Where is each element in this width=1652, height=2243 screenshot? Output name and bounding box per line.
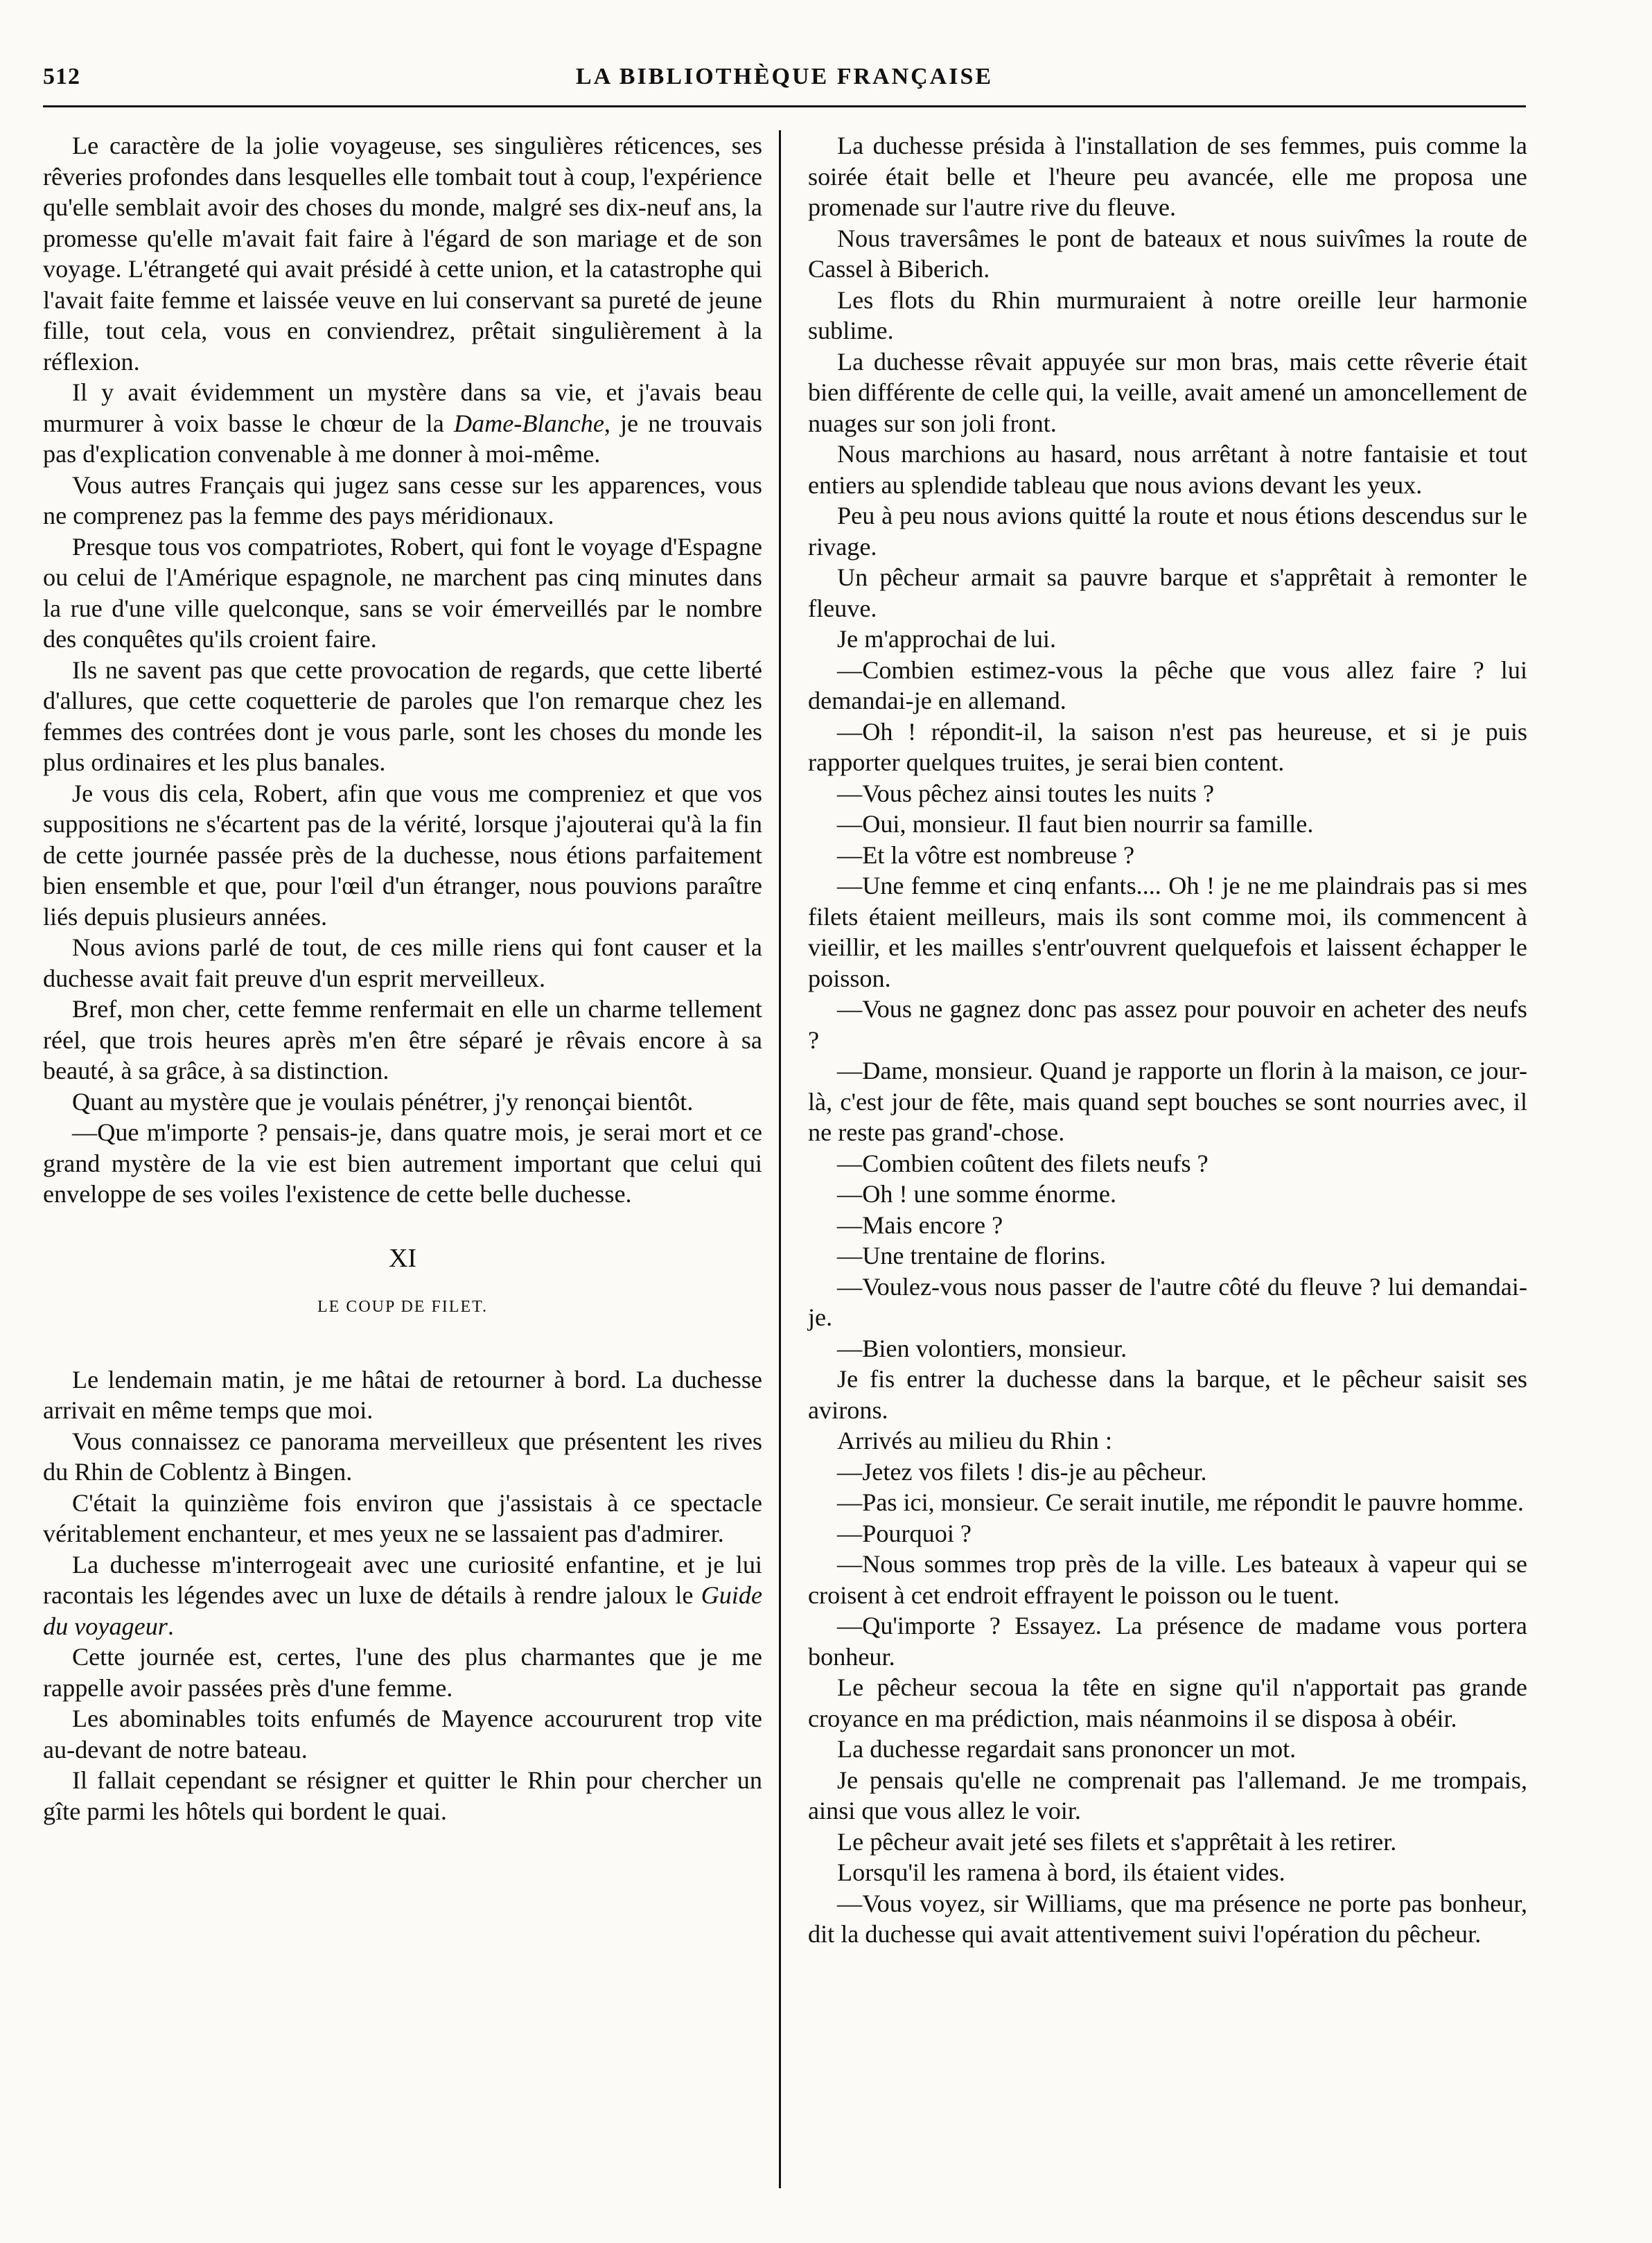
paragraph: —Voulez-vous nous passer de l'autre côté du fleuve ? lui demandai-je. xyxy=(808,1272,1527,1331)
paragraph: Peu à peu nous avions quitté la route et nous étions descendus sur le rivage. xyxy=(808,502,1527,561)
paragraph: La duchesse rêvait appuyée sur mon bras, mais cette rêverie était bien différente de celle qui, la veille, avait amené un amoncellement de nuages sur son joli front. xyxy=(808,347,1527,437)
paragraph: Il fallait cependant se résigner et quitter le Rhin pour chercher un gîte parmi les hôtels qui bordent le quai. xyxy=(43,1766,762,1825)
paragraph: —Une trentaine de florins. xyxy=(837,1242,1106,1269)
page-header xyxy=(43,64,1526,107)
paragraph: La duchesse présida à l'installation de ses femmes, puis comme la soirée était belle et l'heure peu avancée, elle me proposa une promenade sur l'autre rive du fleuve. xyxy=(808,132,1527,221)
paragraph: Le pêcheur secoua la tête en signe qu'il n'apportait pas grande croyance en ma prédiction, mais néanmoins il se disposa à obéir. xyxy=(808,1673,1527,1732)
paragraph: Bref, mon cher, cette femme renfermait en elle un charme tellement réel, que trois heures après m'en être séparé je rêvais encore à sa beauté, à sa grâce, à sa distinction. xyxy=(43,995,762,1084)
italic-title: Dame-Blanche xyxy=(453,409,604,437)
paragraph: —Bien volontiers, monsieur. xyxy=(837,1334,1127,1362)
paragraph: —Mais encore ? xyxy=(837,1211,1003,1239)
left-column xyxy=(43,130,762,1827)
paragraph: Les flots du Rhin murmuraient à notre oreille leur harmonie sublime. xyxy=(808,285,1527,344)
paragraph: Les abominables toits enfumés de Mayence accoururent trop vite au-devant de notre bateau. xyxy=(43,1705,762,1763)
paragraph: Nous avions parlé de tout, de ces mille riens qui font causer et la duchesse avait fait preuve d'un esprit merveilleux. xyxy=(43,933,762,992)
paragraph: Ils ne savent pas que cette provocation de regards, que cette liberté d'allures, que cette coquetterie de paroles que l'on remarque chez les femmes des contrées dont je vous parle, sont les choses du monde les plus ordinaires et les plus banales. xyxy=(43,656,762,776)
paragraph: Quant au mystère que je voulais pénétrer, j'y renonçai bientôt. xyxy=(72,1087,694,1116)
paragraph: —Une femme et cinq enfants.... Oh ! je ne me plaindrais pas si mes filets étaient meilleurs, mais ils sont comme moi, ils commencent à vieillir, et les mailles s'entr'ouvrent quelquefois et laissent échapper le poisson. xyxy=(808,872,1527,992)
paragraph: —Vous voyez, sir Williams, que ma présence ne porte pas bonheur, dit la duchesse qui avait attentivement suivi l'opération du pêcheur. xyxy=(808,1889,1527,1948)
chapter-number: XI xyxy=(388,1243,417,1273)
paragraph: —Jetez vos filets ! dis-je au pêcheur. xyxy=(837,1457,1207,1486)
paragraph: —Vous ne gagnez donc pas assez pour pouvoir en acheter des neufs ? xyxy=(808,995,1527,1054)
paragraph: —Pas ici, monsieur. Ce serait inutile, me répondit le pauvre homme. xyxy=(837,1488,1524,1516)
paragraph: —Qu'importe ? Essayez. La présence de madame vous portera bonheur. xyxy=(808,1612,1527,1671)
paragraph: Je vous dis cela, Robert, afin que vous me compreniez et que vos suppositions ne s'écartent pas de la vérité, lorsque j'ajouterai qu'à la fin de cette journée passée près de la duchesse, nous étions parfaitement bien ensemble et que, pour l'œil d'un étranger, nous pouvions paraître liés depuis plusieurs années. xyxy=(43,779,762,931)
text-run: Il y avait évidemment un mystère dans sa vie, et j'avais beau murmurer à voix basse le chœur de la xyxy=(43,378,762,437)
paragraph: —Nous sommes trop près de la ville. Les bateaux à vapeur qui se croisent à cet endroit effrayent le poisson ou le tuent. xyxy=(808,1550,1527,1609)
paragraph: Lorsqu'il les ramena à bord, ils étaient vides. xyxy=(837,1858,1285,1886)
paragraph: Arrivés au milieu du Rhin : xyxy=(837,1427,1113,1454)
text-run: . xyxy=(167,1612,174,1640)
column-divider xyxy=(779,130,781,2188)
paragraph: La duchesse regardait sans prononcer un mot. xyxy=(837,1735,1297,1763)
page-number: 512 xyxy=(43,64,80,89)
paragraph: Nous traversâmes le pont de bateaux et nous suivîmes la route de Cassel à Biberich. xyxy=(808,224,1527,283)
paragraph: Nous marchions au hasard, nous arrêtant à notre fantaisie et tout entiers au splendide tableau que nous avions devant les yeux. xyxy=(808,440,1527,499)
running-title: LA BIBLIOTHÈQUE FRANÇAISE xyxy=(575,64,994,89)
paragraph: —Dame, monsieur. Quand je rapporte un florin à la maison, ce jour-là, c'est jour de fête, mais quand sept bouches se sont nourries avec, il ne reste pas grand'-chose. xyxy=(808,1057,1527,1146)
paragraph: Le caractère de la jolie voyageuse, ses singulières réticences, ses rêveries profondes dans lesquelles elle tombait tout à coup, l'expérience qu'elle semblait avoir des choses du monde, malgré ses dix-neuf ans, la promesse qu'elle m'avait fait faire à l'égard de son mariage et de son voyage. L'étrangeté qui avait présidé à cette union, et la catastrophe qui l'avait faite femme et laissée veuve en lui conservant sa pureté de jeune fille, tout cela, vous en conviendrez, prêtait singulièrement à la réflexion. xyxy=(43,132,762,376)
paragraph: Un pêcheur armait sa pauvre barque et s'apprêtait à remonter le fleuve. xyxy=(808,563,1527,622)
paragraph: —Et la vôtre est nombreuse ? xyxy=(837,841,1135,869)
chapter-title: LE COUP DE FILET. xyxy=(317,1298,488,1316)
paragraph: Le pêcheur avait jeté ses filets et s'apprêtait à les retirer. xyxy=(837,1827,1397,1856)
paragraph: —Oh ! répondit-il, la saison n'est pas heureuse, et si je puis rapporter quelques truites, je serai bien content. xyxy=(808,717,1527,776)
paragraph: Je m'approchai de lui. xyxy=(837,625,1057,653)
right-column xyxy=(808,130,1527,1950)
text-run: , je ne trouvais pas d'explication convenable à me donner à moi-même. xyxy=(43,409,762,468)
paragraph: Vous autres Français qui jugez sans cesse sur les apparences, vous ne comprenez pas la femme des pays méridionaux. xyxy=(43,470,762,529)
paragraph: Le lendemain matin, je me hâtai de retourner à bord. La duchesse arrivait en même temps que moi. xyxy=(43,1365,762,1424)
paragraph: —Oui, monsieur. Il faut bien nourrir sa famille. xyxy=(837,810,1314,838)
italic-title: Guide du voyageur xyxy=(43,1581,762,1640)
paragraph xyxy=(43,377,762,470)
paragraph: Je pensais qu'elle ne comprenait pas l'allemand. Je me trompais, ainsi que vous allez le voir. xyxy=(808,1766,1527,1824)
paragraph: —Combien estimez-vous la pêche que vous allez faire ? lui demandai-je en allemand. xyxy=(808,656,1527,714)
paragraph xyxy=(43,1549,762,1642)
paragraph: —Pourquoi ? xyxy=(837,1519,972,1547)
paragraph: —Oh ! une somme énorme. xyxy=(837,1180,1116,1208)
paragraph: C'était la quinzième fois environ que j'assistais à ce spectacle véritablement enchanteur, et mes yeux ne se lassaient pas d'admirer. xyxy=(43,1488,762,1547)
text-run: La duchesse m'interrogeait avec une curiosité enfantine, et je lui racontais les légendes avec un luxe de détails à rendre jaloux le xyxy=(43,1550,762,1609)
paragraph: —Que m'importe ? pensais-je, dans quatre mois, je serai mort et ce grand mystère de la vie est bien autrement important que celui qui enveloppe de ses voiles l'existence de cette belle duchesse. xyxy=(43,1118,762,1208)
paragraph: Je fis entrer la duchesse dans la barque, et le pêcheur saisit ses avirons. xyxy=(808,1365,1527,1424)
paragraph: Cette journée est, certes, l'une des plus charmantes que je me rappelle avoir passées près d'une femme. xyxy=(43,1643,762,1702)
paragraph: —Vous pêchez ainsi toutes les nuits ? xyxy=(837,779,1215,807)
paragraph: Presque tous vos compatriotes, Robert, qui font le voyage d'Espagne ou celui de l'Amérique espagnole, ne marchent pas cinq minutes dans la rue d'une ville quelconque, sans se voir émerveillés par le nombre des conquêtes qu'ils croient faire. xyxy=(43,532,762,653)
paragraph: Vous connaissez ce panorama merveilleux que présentent les rives du Rhin de Coblentz à Bingen. xyxy=(43,1427,762,1486)
paragraph: —Combien coûtent des filets neufs ? xyxy=(837,1149,1209,1177)
